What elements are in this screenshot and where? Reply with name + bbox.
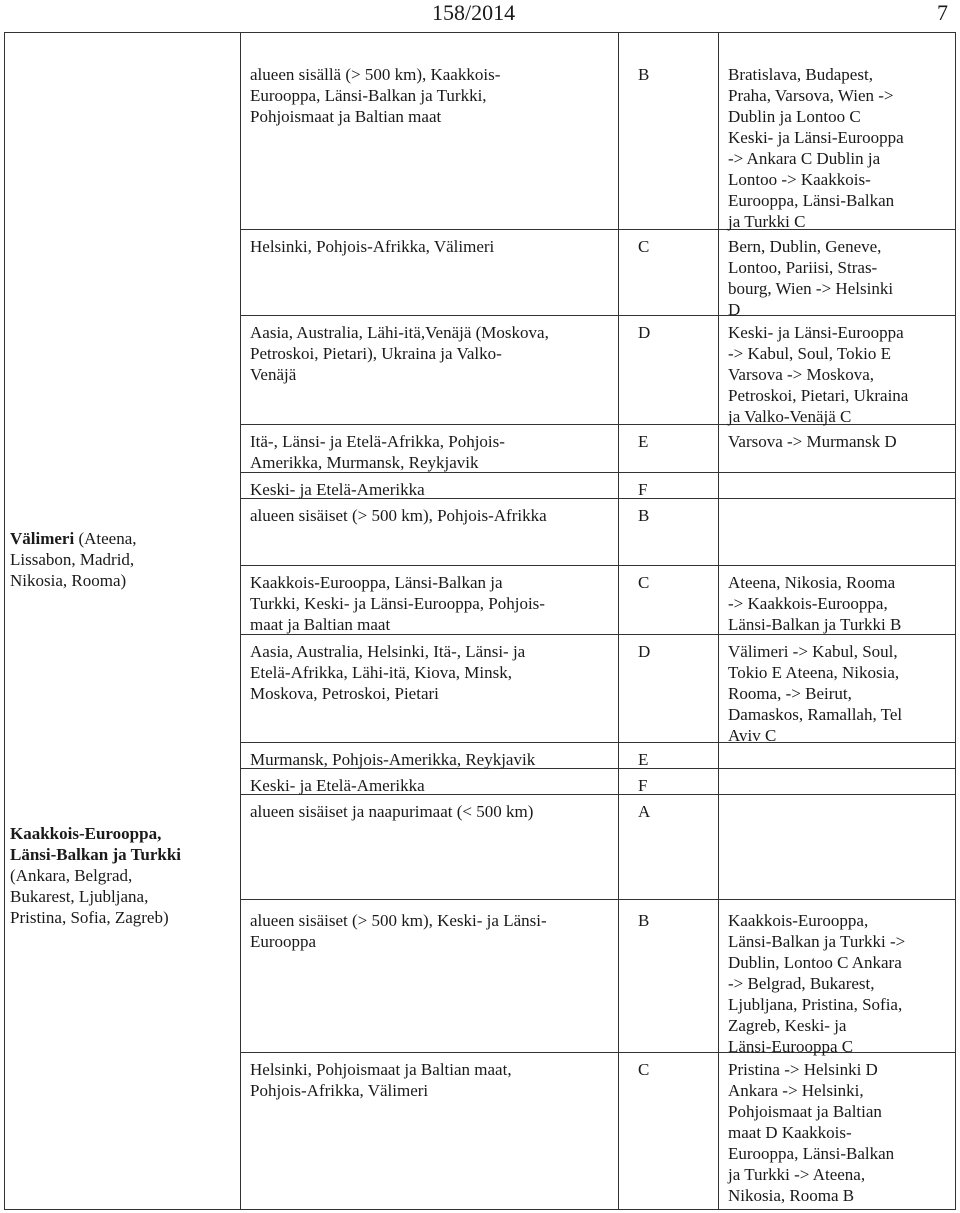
destination-cell: alueen sisäiset (> 500 km), Pohjois-Afrikka bbox=[250, 506, 547, 525]
column-divider-origin bbox=[240, 32, 241, 1210]
class-cell: F bbox=[638, 776, 648, 795]
class-cell: E bbox=[638, 432, 649, 451]
destination-cell: alueen sisällä (> 500 km), Kaakkois- Eurooppa, Länsi-Balkan ja Turkki, Pohjoismaat ja Baltian maat bbox=[250, 65, 501, 126]
origin-cell: Välimeri (Ateena, Lissabon, Madrid, Nikosia, Rooma) bbox=[10, 529, 137, 590]
class-cell: C bbox=[638, 237, 650, 256]
example-cell: Pristina -> Helsinki D Ankara -> Helsinki, Pohjoismaat ja Baltian maat D Kaakkois- Eurooppa, Länsi-Balkan ja Turkki -> Ateena, Nikosia, Rooma B bbox=[728, 1060, 895, 1205]
class-cell: B bbox=[638, 911, 650, 930]
destination-cell: Helsinki, Pohjois-Afrikka, Välimeri bbox=[250, 237, 495, 256]
destination-cell: alueen sisäiset (> 500 km), Keski- ja Länsi- Eurooppa bbox=[250, 911, 547, 951]
class-cell: C bbox=[638, 1060, 650, 1079]
example-cell: Varsova -> Murmansk D bbox=[728, 432, 897, 451]
destination-cell: Itä-, Länsi- ja Etelä-Afrikka, Pohjois- Amerikka, Murmansk, Reykjavik bbox=[250, 432, 505, 472]
page-number: 7 bbox=[937, 0, 948, 25]
document-number: 158/2014 bbox=[432, 0, 516, 25]
example-cell: Välimeri -> Kabul, Soul, Tokio E Ateena, Nikosia, Rooma, -> Beirut, Damaskos, Ramallah, Tel Aviv C bbox=[728, 642, 903, 745]
class-cell: C bbox=[638, 573, 650, 592]
destination-cell: Murmansk, Pohjois-Amerikka, Reykjavik bbox=[250, 750, 536, 769]
destination-cell: Keski- ja Etelä-Amerikka bbox=[250, 480, 425, 499]
destination-cell: Helsinki, Pohjoismaat ja Baltian maat, Pohjois-Afrikka, Välimeri bbox=[250, 1060, 512, 1100]
origin-cell: Kaakkois-Eurooppa, Länsi-Balkan ja Turkki (Ankara, Belgrad, Bukarest, Ljubljana, Pristina, Sofia, Zagreb) bbox=[10, 824, 182, 927]
destination-cell: Aasia, Australia, Helsinki, Itä-, Länsi- ja Etelä-Afrikka, Lähi-itä, Kiova, Minsk, Moskova, Petroskoi, Pietari bbox=[250, 642, 526, 703]
example-cell: Bratislava, Budapest, Praha, Varsova, Wien -> Dublin ja Lontoo C Keski- ja Länsi-Eurooppa -> Ankara C Dublin ja Lontoo -> Kaakkois- Eurooppa, Länsi-Balkan ja Turkki C bbox=[728, 65, 904, 231]
destination-cell: Keski- ja Etelä-Amerikka bbox=[250, 776, 425, 795]
page-header bbox=[0, 0, 960, 30]
column-divider-class bbox=[718, 32, 719, 1210]
row-divider bbox=[240, 899, 956, 900]
class-cell: F bbox=[638, 480, 648, 499]
class-cell: E bbox=[638, 750, 649, 769]
class-cell: B bbox=[638, 65, 650, 84]
row-divider bbox=[240, 565, 956, 566]
example-cell: Ateena, Nikosia, Rooma -> Kaakkois-Eurooppa, Länsi-Balkan ja Turkki B bbox=[728, 573, 902, 634]
example-cell: Kaakkois-Eurooppa, Länsi-Balkan ja Turkki -> Dublin, Lontoo C Ankara -> Belgrad, Bukarest, Ljubljana, Pristina, Sofia, Zagreb, Keski- ja Länsi-Eurooppa C bbox=[728, 911, 906, 1056]
class-cell: D bbox=[638, 323, 651, 342]
class-cell: B bbox=[638, 506, 650, 525]
class-cell: D bbox=[638, 642, 651, 661]
destination-cell: Kaakkois-Eurooppa, Länsi-Balkan ja Turkki, Keski- ja Länsi-Eurooppa, Pohjois- maat ja Baltian maat bbox=[250, 573, 545, 634]
destination-cell: alueen sisäiset ja naapurimaat (< 500 km) bbox=[250, 802, 534, 821]
column-divider-destination bbox=[618, 32, 619, 1210]
example-cell: Keski- ja Länsi-Eurooppa -> Kabul, Soul, Tokio E Varsova -> Moskova, Petroskoi, Pietari, Ukraina ja Valko-Venäjä C bbox=[728, 323, 909, 426]
example-cell: Bern, Dublin, Geneve, Lontoo, Pariisi, Stras- bourg, Wien -> Helsinki D bbox=[728, 237, 894, 319]
class-cell: A bbox=[638, 802, 651, 821]
destination-cell: Aasia, Australia, Lähi-itä,Venäjä (Moskova, Petroskoi, Pietari), Ukraina ja Valko- Venäjä bbox=[250, 323, 549, 384]
